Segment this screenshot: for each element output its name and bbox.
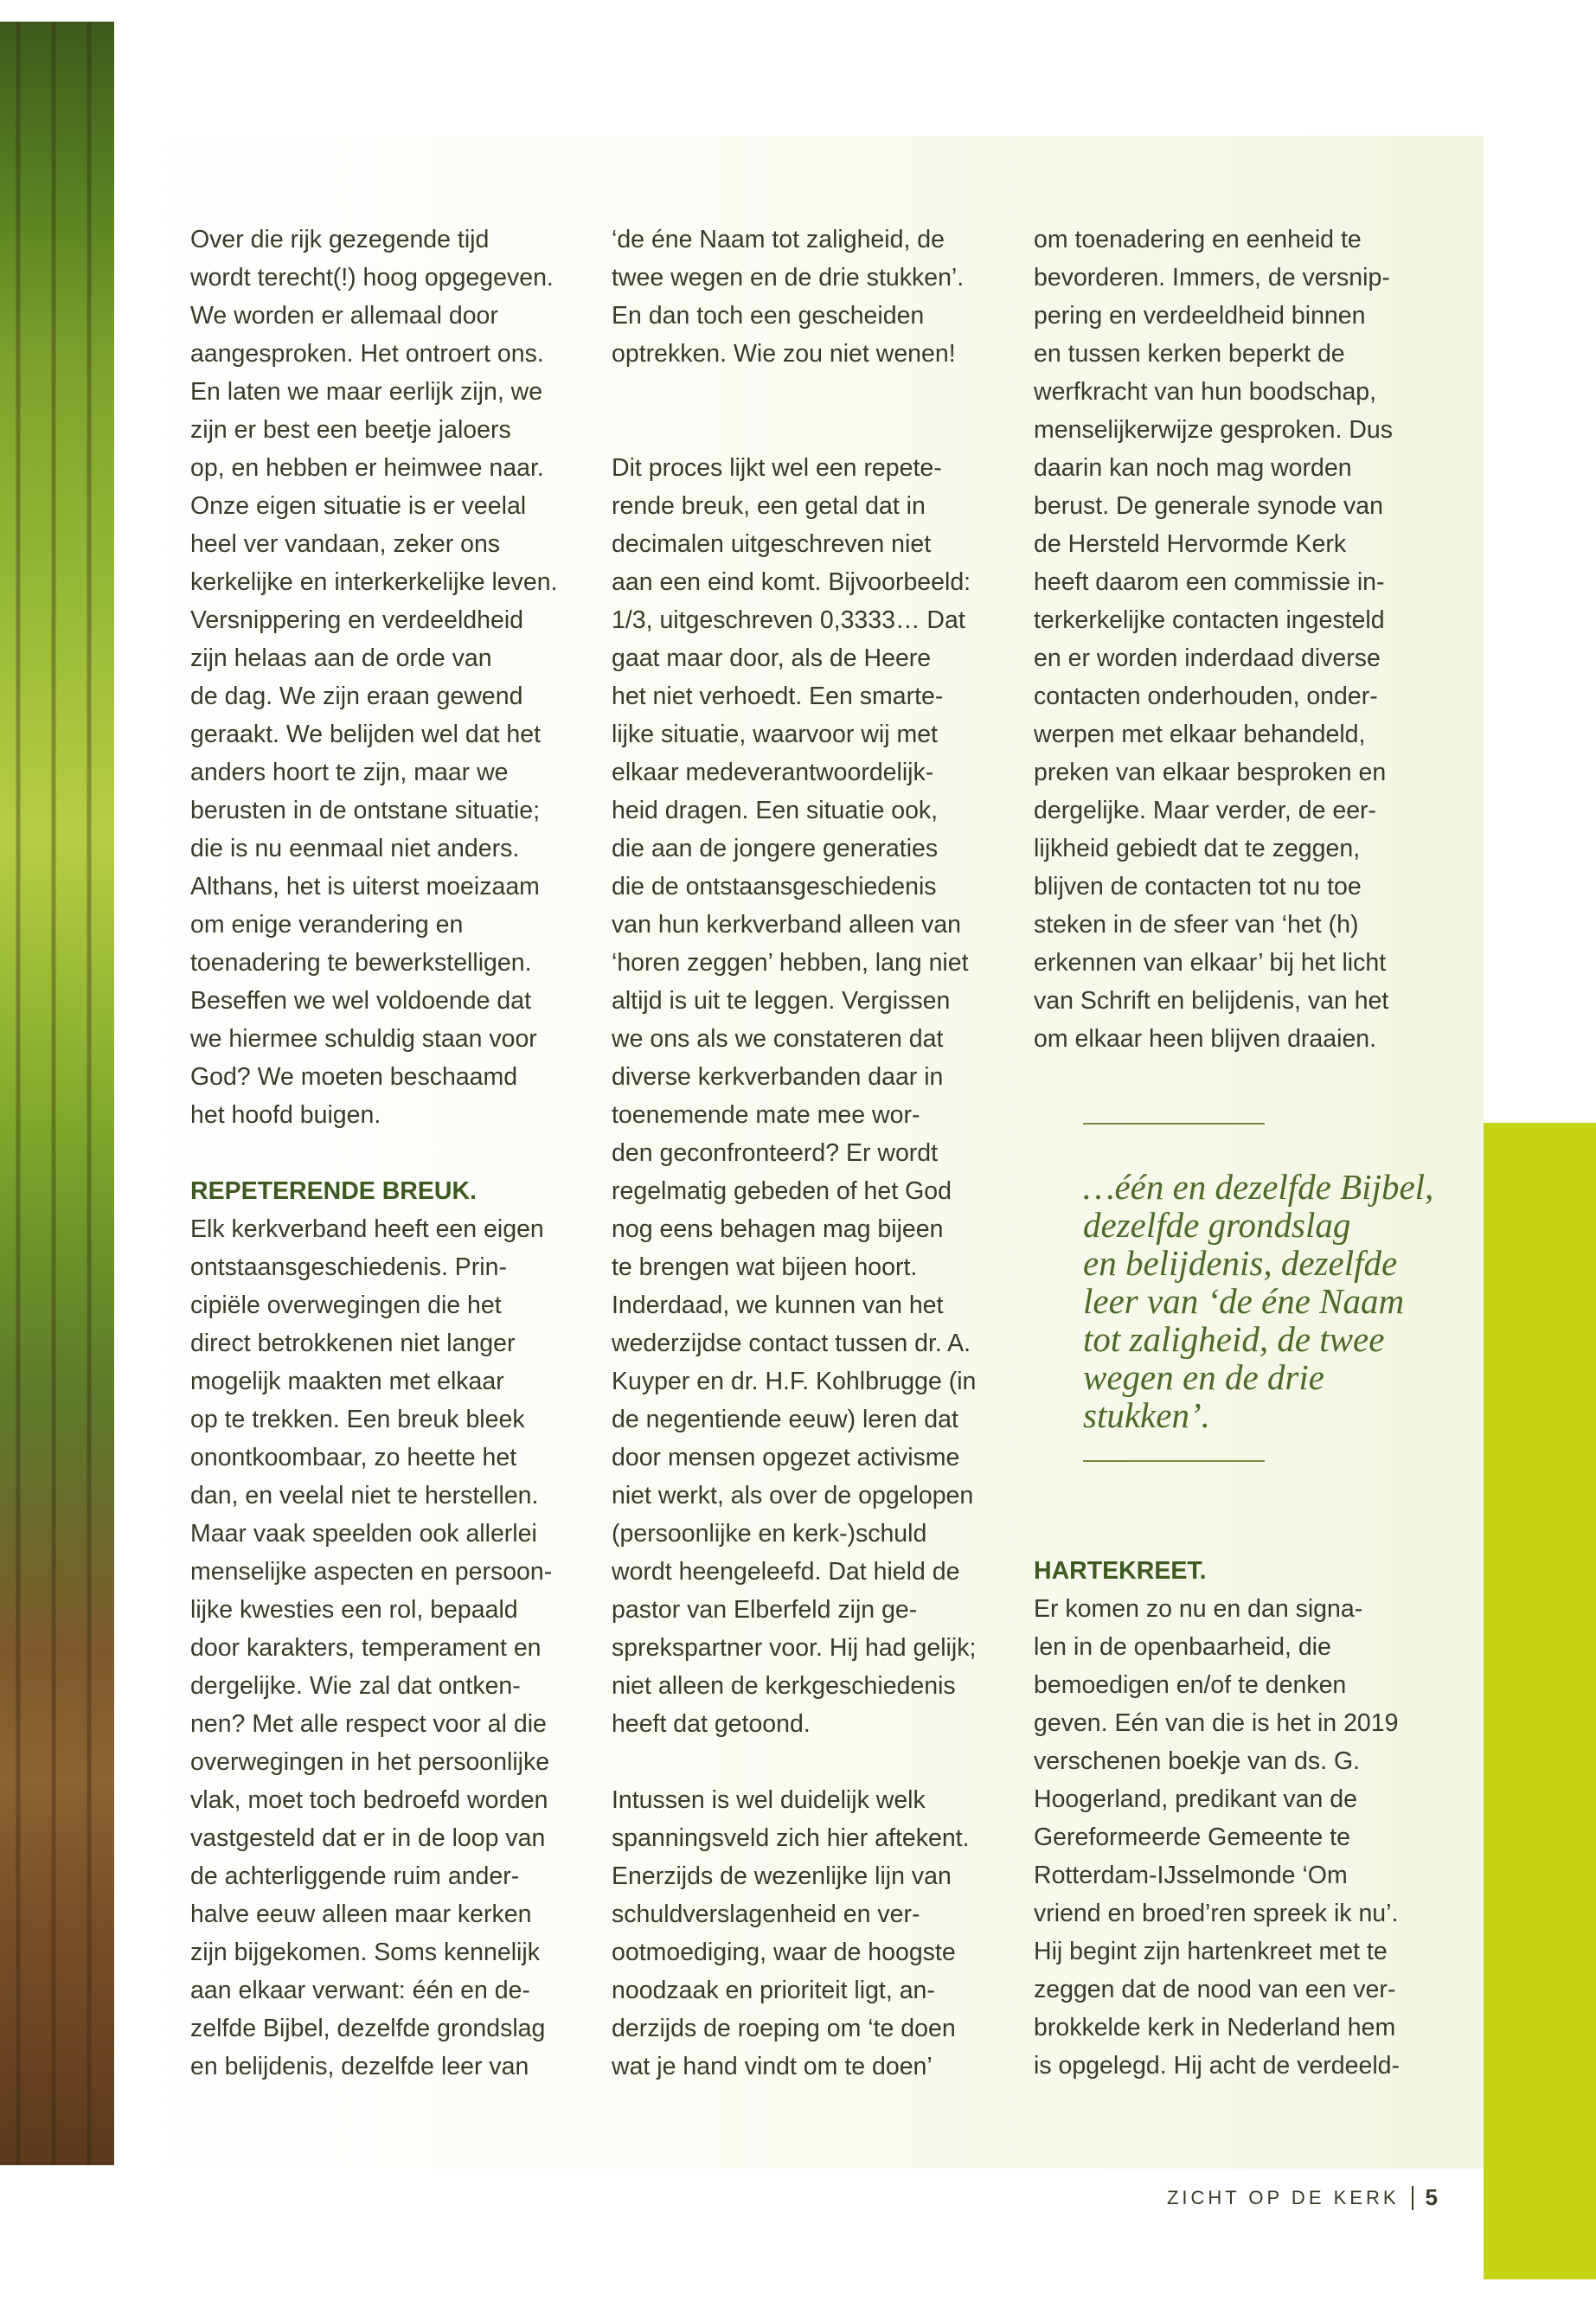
text-line: van Schrift en belijdenis, van het <box>1034 987 1389 1015</box>
text-line: ‘de éne Naam tot zaligheid, de <box>612 226 945 253</box>
text-line: wordt terecht(!) hoog opgegeven. <box>190 264 554 292</box>
text-line: aan een eind komt. Bijvoorbeeld: <box>612 568 971 596</box>
text-line: God? We moeten beschaamd <box>190 1063 518 1091</box>
text-line: de dag. We zijn eraan gewend <box>190 683 523 710</box>
text-line: op te trekken. Een breuk bleek <box>190 1406 525 1433</box>
text-line: direct betrokkenen niet langer <box>190 1330 516 1357</box>
text-line: bemoedigen en/of te denken <box>1034 1671 1347 1699</box>
text-line: cipiële overwegingen die het <box>190 1292 502 1319</box>
text-line: die aan de jongere generaties <box>612 835 939 862</box>
text-line: halve eeuw alleen maar kerken <box>190 1900 532 1928</box>
text-line: menselijke aspecten en persoon- <box>190 1558 553 1586</box>
paragraph-gap <box>612 1743 992 1781</box>
text-line: Hoogerland, predikant van de <box>1034 1785 1357 1813</box>
text-line: vlak, moet toch bedroefd worden <box>190 1786 548 1814</box>
text-line: Enerzijds de wezenlijke lijn van <box>612 1862 952 1890</box>
text-line: het niet verhoedt. Een smarte- <box>612 683 944 710</box>
text-line: noodzaak en prioriteit ligt, an- <box>612 1977 935 2004</box>
text-line: spanningsveld zich hier aftekent. <box>612 1824 970 1852</box>
text-line: die de ontstaansgeschiedenis <box>612 873 937 901</box>
text-line: mogelijk maakten met elkaar <box>190 1368 504 1395</box>
text-line: heeft daarom een commissie in- <box>1034 568 1385 596</box>
text-line: Beseffen we wel voldoende dat <box>190 987 532 1015</box>
article-column-3 <box>1034 221 1414 1058</box>
text-line: brokkelde kerk in Nederland hem <box>1034 2014 1396 2041</box>
text-line: Hij begint zijn hartenkreet met te <box>1034 1938 1388 1965</box>
text-line: geraakt. We belijden wel dat het <box>190 721 542 748</box>
accent-bar <box>1484 1123 1596 2279</box>
text-line: en belijdenis, dezelfde leer van <box>190 2053 529 2080</box>
text-line: zeggen dat de nood van een ver- <box>1034 1976 1396 2003</box>
text-line: Intussen is wel duidelijk welk <box>612 1786 926 1814</box>
text-line: we ons als we constateren dat <box>612 1025 944 1053</box>
text-line: niet alleen de kerkgeschiedenis <box>612 1672 956 1700</box>
text-line: (persoonlijke en kerk-)schuld <box>612 1520 927 1548</box>
text-line: aangesproken. Het ontroert ons. <box>190 340 544 368</box>
quote-line: wegen en de drie <box>1083 1357 1324 1397</box>
text-line: is opgelegd. Hij acht de verdeeld- <box>1034 2052 1401 2080</box>
quote-line: en belijdenis, dezelfde <box>1083 1243 1398 1283</box>
page-number: 5 <box>1425 2184 1438 2210</box>
text-line: daarin kan noch mag worden <box>1034 454 1352 482</box>
text-line: En dan toch een gescheiden <box>612 302 925 330</box>
text-line: werpen met elkaar behandeld, <box>1034 721 1366 748</box>
text-line: de achterliggende ruim ander- <box>190 1862 520 1890</box>
article-column-2 <box>612 221 992 2086</box>
quote-rule-bottom <box>1083 1460 1265 1462</box>
text-line: dergelijke. Wie zal dat ontken- <box>190 1672 521 1700</box>
text-line: door karakters, temperament en <box>190 1634 542 1662</box>
text-line: twee wegen en de drie stukken’. <box>612 264 965 292</box>
text-line: rende breuk, een getal dat in <box>612 492 926 520</box>
text-line: om elkaar heen blijven draaien. <box>1034 1025 1377 1053</box>
paragraph <box>1034 221 1414 1058</box>
text-line: en er worden inderdaad diverse <box>1034 644 1381 672</box>
text-line: we hiermee schuldig staan voor <box>190 1025 537 1053</box>
quote-line: dezelfde grondslag <box>1083 1205 1351 1245</box>
text-line: de Hersteld Hervormde Kerk <box>1034 530 1347 558</box>
text-line: derzijds de roeping om ‘te doen <box>612 2015 956 2042</box>
text-line: door mensen opgezet activisme <box>612 1444 960 1471</box>
text-line: altijd is uit te leggen. Vergissen <box>612 987 951 1015</box>
text-line: pering en verdeeldheid binnen <box>1034 302 1366 330</box>
quote-line: …één en dezelfde Bijbel, <box>1083 1167 1434 1207</box>
text-line: Dit proces lijkt wel een repete- <box>612 454 942 482</box>
text-line: Inderdaad, we kunnen van het <box>612 1292 944 1319</box>
text-line: wat je hand vindt om te doen’ <box>612 2053 933 2080</box>
text-line: steken in de sfeer van ‘het (h) <box>1034 911 1359 939</box>
text-line: en tussen kerken beperkt de <box>1034 340 1345 368</box>
text-line: preken van elkaar besproken en <box>1034 759 1387 786</box>
text-line: elkaar medeverantwoordelijk- <box>612 759 934 786</box>
text-line: wordt heengeleefd. Dat hield de <box>612 1558 960 1586</box>
text-line: het hoofd buigen. <box>190 1101 381 1129</box>
quote-line: stukken’. <box>1083 1395 1210 1435</box>
text-line: anders hoort te zijn, maar we <box>190 759 509 786</box>
text-line: len in de openbaarheid, die <box>1034 1633 1331 1661</box>
text-line: lijkheid gebiedt dat te zeggen, <box>1034 835 1361 862</box>
text-line: Rotterdam-IJsselmonde ‘Om <box>1034 1862 1348 1889</box>
paragraph <box>612 449 992 1743</box>
text-line: heeft dat getoond. <box>612 1710 811 1738</box>
text-line: heid dragen. Een situatie ook, <box>612 797 939 824</box>
text-line: lijke kwesties een rol, bepaald <box>190 1596 518 1624</box>
text-line: nog eens behagen mag bijeen <box>612 1215 944 1243</box>
text-line: zelfde Bijbel, dezelfde grondslag <box>190 2015 546 2042</box>
text-line: erkennen van elkaar’ bij het licht <box>1034 949 1387 977</box>
section-heading: REPETERENDE BREUK. <box>190 1177 477 1205</box>
paragraph-gap <box>612 411 992 449</box>
paragraph <box>612 221 992 373</box>
quote-line: tot zaligheid, de twee <box>1083 1319 1385 1359</box>
quote-rule-top <box>1083 1123 1265 1125</box>
text-line: regelmatig gebeden of het God <box>612 1177 952 1205</box>
text-line: berust. De generale synode van <box>1034 492 1384 520</box>
text-line: om enige verandering en <box>190 911 464 939</box>
text-line: 1/3, uitgeschreven 0,3333… Dat <box>612 606 965 634</box>
text-line: zijn er best een beetje jaloers <box>190 416 511 444</box>
text-line: ‘horen zeggen’ hebben, lang niet <box>612 949 969 977</box>
text-line: overwegingen in het persoonlijke <box>190 1748 550 1776</box>
text-line: den geconfronteerd? Er wordt <box>612 1139 939 1167</box>
quote-text <box>1083 1167 1434 1435</box>
text-line: wederzijdse contact tussen dr. A. <box>612 1330 971 1357</box>
text-line: Kuyper en dr. H.F. Kohlbrugge (in <box>612 1368 977 1395</box>
text-line: bevorderen. Immers, de versnip- <box>1034 264 1390 292</box>
text-line: onontkoombaar, zo heette het <box>190 1444 517 1471</box>
text-line: Er komen zo nu en dan signa- <box>1034 1595 1363 1623</box>
text-line: gaat maar door, als de Heere <box>612 644 932 672</box>
paragraph <box>190 1210 571 2086</box>
text-line: verschenen boekje van ds. G. <box>1034 1747 1361 1775</box>
text-line: kerkelijke en interkerkelijke leven. <box>190 568 558 596</box>
page-footer <box>1167 2184 1438 2211</box>
text-line: Althans, het is uiterst moeizaam <box>190 873 540 901</box>
text-line: pastor van Elberfeld zijn ge- <box>612 1596 918 1624</box>
text-line: Maar vaak speelden ook allerlei <box>190 1520 537 1548</box>
text-line: aan elkaar verwant: één en de- <box>190 1977 530 2004</box>
text-line: contacten onderhouden, onder- <box>1034 683 1378 710</box>
paragraph <box>612 1781 992 2086</box>
text-line: lijke situatie, waarvoor wij met <box>612 721 938 748</box>
paragraph <box>1034 1590 1414 2085</box>
text-line: te brengen wat bijeen hoort. <box>612 1253 918 1281</box>
text-line: de negentiende eeuw) leren dat <box>612 1406 958 1433</box>
text-line: heel ver vandaan, zeker ons <box>190 530 501 558</box>
text-line: dan, en veelal niet te herstellen. <box>190 1482 539 1509</box>
text-line: sprekspartner voor. Hij had gelijk; <box>612 1634 977 1662</box>
text-line: Gereformeerde Gemeente te <box>1034 1823 1350 1851</box>
text-line: Versnippering en verdeeldheid <box>190 606 524 634</box>
text-line: werfkracht van hun boodschap, <box>1034 378 1377 406</box>
text-line: toenemende mate mee wor- <box>612 1101 920 1129</box>
quote-line: leer van ‘de éne Naam <box>1083 1281 1405 1321</box>
text-line: vriend en broed’ren spreek ik nu’. <box>1034 1900 1399 1927</box>
text-line: schuldverslagenheid en ver- <box>612 1900 920 1928</box>
text-line: toenadering te bewerkstelligen. <box>190 949 532 977</box>
paragraph-gap <box>190 1134 571 1172</box>
article-column-3-continued <box>1034 1552 1414 2085</box>
publication-name: ZICHT OP DE KERK <box>1166 2186 1400 2208</box>
text-line: nen? Met alle respect voor al die <box>190 1710 547 1738</box>
text-line: Over die rijk gezegende tijd <box>190 226 490 253</box>
text-line: geven. Eén van die is het in 2019 <box>1034 1709 1399 1737</box>
footer-divider <box>1412 2186 1413 2210</box>
text-line: terkerkelijke contacten ingesteld <box>1034 606 1385 634</box>
text-line: diverse kerkverbanden daar in <box>612 1063 944 1091</box>
text-line: om toenadering en eenheid te <box>1034 226 1362 253</box>
pull-quote <box>1083 1123 1434 1462</box>
text-line: menselijkerwijze gesproken. Dus <box>1034 416 1394 444</box>
text-line: van hun kerkverband alleen van <box>612 911 962 939</box>
text-line: die is nu eenmaal niet anders. <box>190 835 520 862</box>
text-line: ootmoediging, waar de hoogste <box>612 1939 956 1966</box>
text-line: op, en hebben er heimwee naar. <box>190 454 544 482</box>
text-line: vastgesteld dat er in de loop van <box>190 1824 546 1852</box>
text-line: zijn helaas aan de orde van <box>190 644 492 672</box>
section-heading: HARTEKREET. <box>1034 1557 1207 1585</box>
text-line: berusten in de ontstane situatie; <box>190 797 541 824</box>
paragraph-gap <box>612 373 992 411</box>
text-line: niet werkt, als over de opgelopen <box>612 1482 974 1509</box>
article-column-1 <box>190 221 571 2086</box>
text-line: optrekken. Wie zou niet wenen! <box>612 340 956 368</box>
text-line: blijven de contacten tot nu toe <box>1034 873 1362 901</box>
text-line: zijn bijgekomen. Soms kennelijk <box>190 1939 540 1966</box>
text-line: En laten we maar eerlijk zijn, we <box>190 378 543 406</box>
text-line: dergelijke. Maar verder, de eer- <box>1034 797 1377 824</box>
text-line: Elk kerkverband heeft een eigen <box>190 1215 544 1243</box>
paragraph <box>190 221 571 1134</box>
text-line: ontstaansgeschiedenis. Prin- <box>190 1253 507 1281</box>
forest-photo-strip <box>0 22 114 2165</box>
text-line: Onze eigen situatie is er veelal <box>190 492 527 520</box>
text-line: We worden er allemaal door <box>190 302 498 330</box>
text-line: decimalen uitgeschreven niet <box>612 530 932 558</box>
